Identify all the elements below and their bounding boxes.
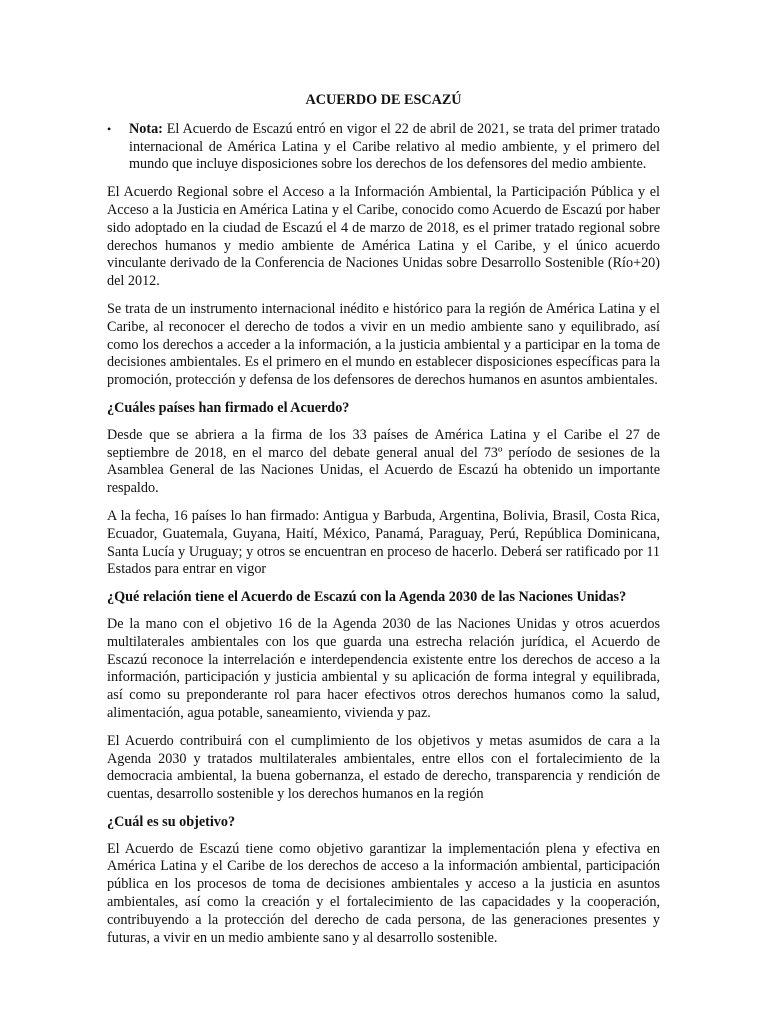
intro-paragraph: El Acuerdo Regional sobre el Acceso a la Información Ambiental, la Participación Pública y el Acceso a la Justicia en América Latina y el Caribe, conocido como Acuerdo de Escazú por haber sido adoptado en la ciudad de Escazú el 4 de marzo de 2018, es el primer tratado regional sobre derechos humanos y medio ambiente de América Latina y el Caribe, y el único acuerdo vinculante derivado de la Conferencia de Naciones Unidas sobre Desarrollo Sostenible (Río+20) del 2012. [107,184,660,290]
bullet-icon: • [107,121,112,136]
section-heading-signatories: ¿Cuáles países han firmado el Acuerdo? [107,399,350,416]
section-heading-objective: ¿Cuál es su objetivo? [107,813,236,830]
note-text: El Acuerdo de Escazú entró en vigor el 22 de abril de 2021, se trata del primer tratado internacional de América Latina y el Caribe relativo al medio ambiente, y el primero del mundo que incluye disposiciones sobre los derechos de los defensores del medio ambiente. [129,120,660,173]
section-paragraph: A la fecha, 16 países lo han firmado: Antigua y Barbuda, Argentina, Bolivia, Brasil, Costa Rica, Ecuador, Guatemala, Guyana, Haití, México, Panamá, Paraguay, Perú, República Dominicana, Santa Lucía y Uruguay; y otros se encuentran en proceso de hacerlo. Deberá ser ratificado por 11 Estados para entrar en vigor [107,507,660,578]
document-title: ACUERDO DE ESCAZÚ [305,92,462,108]
section-paragraph: Desde que se abriera a la firma de los 33 países de América Latina y el Caribe el 27 de septiembre de 2018, en el marco del debate general anual del 73º período de sesiones de la Asamblea General de las Naciones Unidas, el Acuerdo de Escazú ha obtenido un importante respaldo. [107,426,660,497]
intro-paragraph: Se trata de un instrumento internacional inédito e histórico para la región de América Latina y el Caribe, al reconocer el derecho de todos a vivir en un medio ambiente sano y equilibrado, así como los derechos a acceder a la información, a la justicia ambiental y a participar en la toma de decisiones ambientales. Es el primero en el mundo en establecer disposiciones específicas para la promoción, protección y defensa de los defensores de derechos humanos en asuntos ambientales. [107,300,660,389]
section-heading-agenda-2030: ¿Qué relación tiene el Acuerdo de Escazú con la Agenda 2030 de las Naciones Unidas? [107,589,627,606]
document-body [107,92,660,957]
section-paragraph: El Acuerdo de Escazú tiene como objetivo garantizar la implementación plena y efectiva en América Latina y el Caribe de los derechos de acceso a la información ambiental, participación pública en los procesos de toma de decisiones ambientales y acceso a la justicia en asuntos ambientales, así como la creación y el fortalecimiento de las capacidades y la cooperación, contribuyendo a la protección del derecho de cada persona, de las generaciones presentes y futuras, a vivir en un medio ambiente sano y al desarrollo sostenible. [107,840,660,946]
note-bullet-item [107,121,660,174]
section-paragraph: El Acuerdo contribuirá con el cumplimiento de los objetivos y metas asumidos de cara a la Agenda 2030 y tratados multilaterales ambientales, entre ellos con el fortalecimiento de la democracia ambiental, la buena gobernanza, el estado de derecho, transparencia y rendición de cuentas, desarrollo sostenible y los derechos humanos en la región [107,732,660,803]
section-paragraph: De la mano con el objetivo 16 de la Agenda 2030 de las Naciones Unidas y otros acuerdos multilaterales ambientales con los que guarda una estrecha relación jurídica, el Acuerdo de Escazú reconoce la interrelación e interdependencia existente entre los derechos de acceso a la información, participación y justicia ambiental y su aplicación de forma integral y equilibrada, así como su preponderante rol para hacer efectivos otros derechos humanos como la salud, alimentación, agua potable, saneamiento, vivienda y paz. [107,615,660,721]
note-label: Nota: [129,120,163,137]
